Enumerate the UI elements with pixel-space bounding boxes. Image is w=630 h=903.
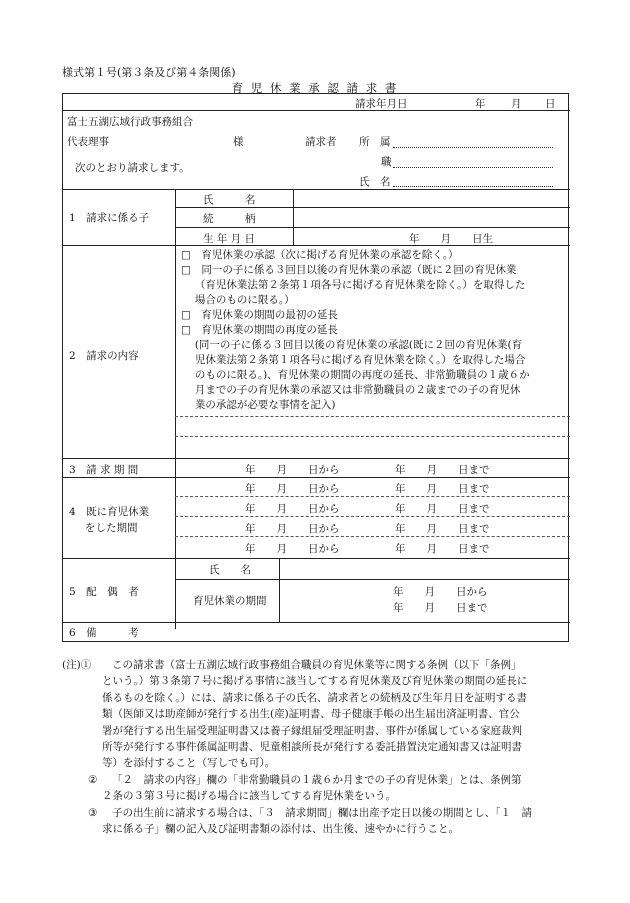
child-relation-label: 続 柄 (203, 213, 256, 225)
past-period-from: 年 月 日から (245, 483, 340, 495)
section3-label: 3 請 求 期 間 (69, 464, 139, 476)
note-1-label: (注)① (62, 659, 92, 671)
requester-label: 請求者 (305, 136, 337, 148)
section4-label: 4 既に育児休業 (69, 506, 150, 518)
period-to: 年 月 日まで (395, 464, 490, 476)
affiliation-field[interactable] (393, 147, 553, 148)
child-birth-label: 生 年 月 日 (203, 233, 256, 245)
spouse-period-label: 育児休業の期間 (193, 595, 267, 607)
section1-label: 1 請求に係る子 (69, 212, 150, 224)
section6-label: 6 備 考 (69, 627, 139, 639)
divider (63, 622, 570, 623)
section4-label-line2: をした期間 (85, 522, 138, 534)
content-option-detail: (同一の子に係る３回目以後の育児休業の承認(既に２回の育児休業(育 (181, 339, 523, 351)
document-title: 育 児 休 業 承 認 請 求 書 (231, 81, 399, 95)
note-1-line: この請求書（富士五湖広域行政事務組合職員の育児休業等に関する条例（以下「条例」 (112, 659, 522, 671)
content-option-detail: 月までの子の育児休業の承認又は非常勤職員の２歳までの子の育児休 (181, 384, 521, 396)
past-period-to: 年 月 日まで (395, 543, 490, 555)
request-content-options (181, 248, 530, 413)
past-period-to: 年 月 日まで (395, 523, 490, 535)
note-2-line: 「２ 請求の内容」欄の「非常勤職員の１歳６か月までの子の育児休業」とは、条例第 (112, 773, 522, 786)
note-3-label: ③ (88, 806, 98, 819)
name-field[interactable] (393, 186, 553, 187)
divider (175, 227, 570, 228)
content-option-detail: 児休業法第２条第１項各号に掲げる育児休業を除く。）を取得した場合 (181, 354, 526, 366)
past-period-from: 年 月 日から (245, 503, 340, 515)
content-option[interactable]: □ 育児休業の承認（次に掲げる育児休業の承認を除く。） (181, 249, 459, 261)
note-1-line: 類（医師又は助産師が発行する出生(産)証明書、母子健康手帳の出生届出済証明書、官公 (102, 708, 520, 721)
section2-label: 2 請求の内容 (69, 350, 139, 362)
period-from: 年 月 日から (245, 464, 340, 476)
spouse-period-to: 年 月 日まで (393, 602, 488, 614)
child-birth-value: 年 月 日生 (409, 233, 493, 245)
note-2 (62, 772, 570, 805)
note-1-line: 係るものを除く。）には、請求に係る子の氏名、請求者との続柄及び生年月日を証明する書 (102, 691, 528, 704)
request-date-label: 請求年月日 (355, 98, 408, 110)
addressee-org: 富士五湖広域行政事務組合 (67, 116, 193, 128)
column-divider (279, 558, 280, 622)
content-option[interactable]: □ 同一の子に係る３回目以後の育児休業の承認（既に２回の育児休業 (181, 264, 517, 276)
divider (175, 579, 570, 580)
past-period-from: 年 月 日から (245, 543, 340, 555)
dashed-divider (175, 496, 570, 497)
note-1-line: 所等が発行する事件係属証明書、児童相談所長が発行する委託措置決定通知書又は証明書 (102, 741, 522, 754)
divider (63, 245, 570, 246)
content-option-detail: （育児休業法第２条第１項各号に掲げる育児休業を除く。）を取得した (181, 279, 526, 291)
note-1-line: 等）を添付すること（写しでも可）。 (102, 757, 276, 770)
content-option-detail: のものに限る。)、育児休業の期間の再度の延長、非常勤職員の１歳６か (181, 369, 530, 381)
past-period-to: 年 月 日まで (395, 483, 490, 495)
child-name-label: 氏 名 (203, 194, 256, 206)
dashed-divider (175, 536, 570, 537)
note-2-label: ② (88, 773, 98, 786)
addressee-title: 代表理事 (67, 136, 109, 148)
request-date-day: 日 (545, 98, 556, 110)
intro-text: 次のとおり請求します。 (75, 162, 190, 174)
divider (175, 207, 570, 208)
content-option[interactable]: □ 育児休業の期間の再度の延長 (181, 324, 338, 336)
column-divider (293, 189, 294, 245)
form-table (62, 93, 569, 642)
divider (63, 477, 570, 478)
dashed-divider (175, 516, 570, 517)
past-period-from: 年 月 日から (245, 523, 340, 535)
note-3 (62, 805, 570, 838)
notes (62, 657, 570, 837)
dashed-divider (175, 416, 570, 417)
content-option-detail: 業の承認が必要な事情を記入) (181, 399, 336, 411)
divider (63, 110, 570, 111)
content-option-detail: 場合のものに限る。） (181, 294, 295, 306)
column-divider (175, 189, 176, 629)
note-1-line: という。）第３条第７号に掲げる事情に該当してする育児休業及び育児休業の期間の延長に (102, 675, 528, 688)
request-date-year: 年 (475, 98, 486, 110)
honorific: 様 (233, 136, 244, 148)
note-1 (62, 657, 570, 772)
note-1-line: 署が発行する出生届受理証明書又は養子縁組届受理証明書、事件が係属している家庭裁判 (102, 724, 522, 737)
name-label: 氏 名 (359, 176, 391, 188)
spouse-name-label: 氏 名 (209, 564, 251, 576)
dashed-divider (175, 436, 570, 437)
form-number: 様式第１号(第３条及び第４条関係) (62, 66, 236, 79)
position-label: 職 (381, 156, 392, 168)
past-period-to: 年 月 日まで (395, 503, 490, 515)
content-option[interactable]: □ 育児休業の期間の最初の延長 (181, 309, 338, 321)
spouse-period-from: 年 月 日から (393, 586, 488, 598)
divider (63, 189, 570, 190)
affiliation-label: 所 属 (359, 136, 391, 148)
request-date-month: 月 (511, 98, 522, 110)
section5-label: 5 配 偶 者 (69, 586, 139, 598)
divider (63, 558, 570, 559)
divider (63, 458, 570, 459)
note-3-line: 求に係る子」欄の記入及び証明書類の添付は、出生後、速やかに行うこと。 (102, 823, 459, 836)
note-3-line: 子の出生前に請求する場合は、「３ 請求期間」欄は出産予定日以後の期間とし、「１ 請 (112, 806, 532, 819)
position-field[interactable] (393, 167, 553, 168)
note-2-line: ２条の３第３号に掲げる場合に該当してする育児休業をいう。 (102, 790, 396, 803)
